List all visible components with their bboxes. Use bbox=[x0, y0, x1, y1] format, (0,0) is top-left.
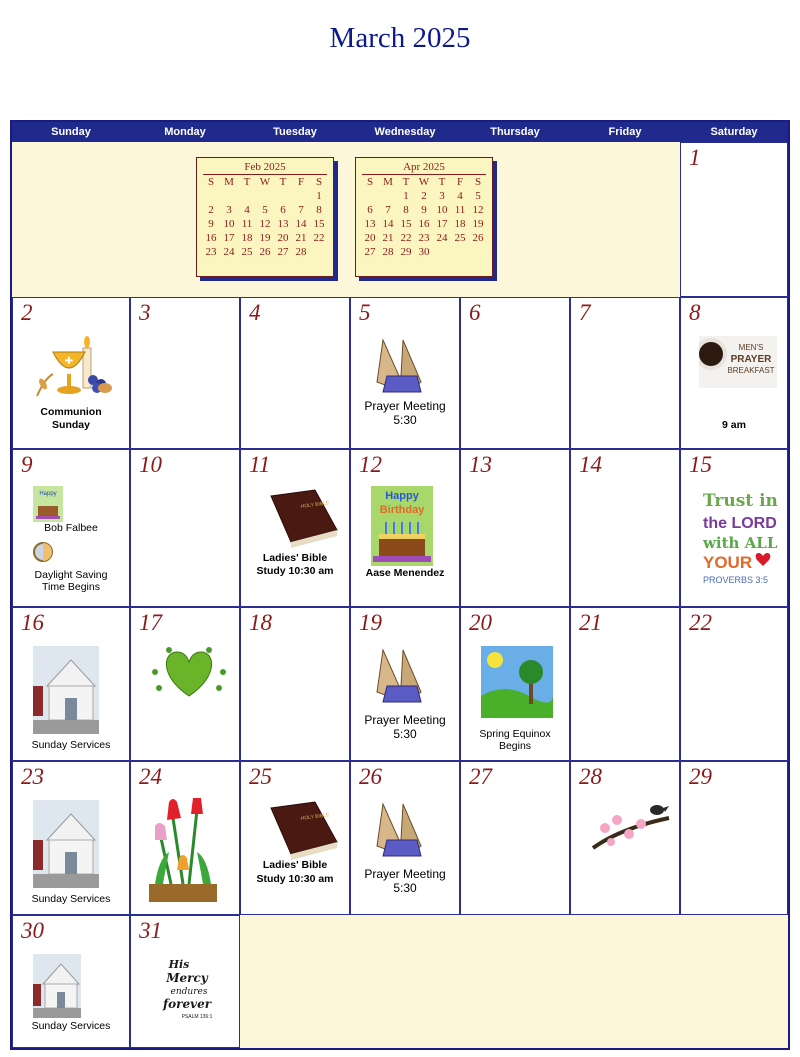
event-prayer-line2: 5:30 bbox=[393, 881, 417, 895]
day-number: 12 bbox=[359, 452, 382, 477]
day-number: 24 bbox=[139, 764, 162, 789]
mens-prayer-line2: PRAYER bbox=[730, 354, 772, 365]
bible-icon bbox=[261, 800, 339, 862]
weekday-sunday: Sunday bbox=[51, 126, 91, 138]
day-cell-22[interactable] bbox=[680, 607, 788, 761]
svg-text:✚: ✚ bbox=[64, 356, 74, 367]
event-birthday-bob: Bob Falbee bbox=[44, 522, 98, 534]
weekday-header bbox=[12, 122, 788, 142]
praying-hands-icon bbox=[373, 336, 425, 394]
day-cell-25[interactable] bbox=[240, 761, 350, 915]
day-number: 7 bbox=[579, 300, 591, 325]
event-birthday-aase: Aase Menendez bbox=[365, 567, 445, 579]
day-number: 30 bbox=[21, 918, 44, 943]
day-number: 19 bbox=[359, 610, 382, 635]
event-prayer-line1: Prayer Meeting bbox=[364, 867, 446, 881]
day-cell-23[interactable] bbox=[12, 761, 130, 915]
church-photo bbox=[33, 800, 99, 888]
birthday-cake-icon bbox=[33, 486, 63, 522]
birthday-happy-text: Happy bbox=[385, 490, 419, 502]
event-dst-line2: Time Begins bbox=[42, 581, 100, 593]
event-equinox-line1: Spring Equinox bbox=[479, 728, 551, 740]
psalm-line1: His bbox=[168, 958, 190, 971]
mens-prayer-line1: MEN'S bbox=[738, 343, 764, 352]
day-cell-30[interactable] bbox=[12, 915, 130, 1048]
verse-line4: YOUR bbox=[703, 553, 753, 572]
church-photo bbox=[33, 954, 81, 1018]
weekday-thursday: Thursday bbox=[490, 126, 540, 138]
bible-cover-text: HOLY BIBLE bbox=[300, 500, 330, 510]
psalm-reference: PSALM 136:1 bbox=[181, 1014, 213, 1020]
day-cell-18[interactable] bbox=[240, 607, 350, 761]
day-number: 4 bbox=[249, 300, 261, 325]
day-number: 2 bbox=[21, 300, 33, 325]
event-prayer-line1: Prayer Meeting bbox=[364, 713, 446, 727]
event-bible-line2: Study 10:30 am bbox=[256, 565, 334, 577]
tulips-image bbox=[149, 798, 217, 902]
event-prayer-line2: 5:30 bbox=[393, 727, 417, 741]
day-cell-31[interactable] bbox=[130, 915, 240, 1048]
event-communion-line2: Sunday bbox=[52, 419, 90, 431]
day-cell-9[interactable] bbox=[12, 449, 130, 607]
day-number: 22 bbox=[689, 610, 712, 635]
day-number: 13 bbox=[469, 452, 492, 477]
day-number: 25 bbox=[249, 764, 272, 789]
day-cell-26[interactable] bbox=[350, 761, 460, 915]
psalm-line2: Mercy bbox=[166, 971, 208, 985]
cherry-blossom-bird-image bbox=[591, 798, 671, 852]
day-cell-15[interactable] bbox=[680, 449, 788, 607]
weekday-wednesday: Wednesday bbox=[374, 126, 436, 138]
day-cell-16[interactable] bbox=[12, 607, 130, 761]
day-number: 1 bbox=[689, 145, 701, 170]
psalm-line3: endures bbox=[170, 987, 208, 997]
bible-cover-text: HOLY BIBLE bbox=[300, 812, 330, 822]
day-cell-1[interactable] bbox=[680, 142, 788, 297]
day-cell-17[interactable] bbox=[130, 607, 240, 761]
day-cell-7[interactable] bbox=[570, 297, 680, 449]
event-dst-line1: Daylight Saving bbox=[34, 569, 108, 581]
day-number: 6 bbox=[469, 300, 481, 325]
mens-prayer-line3: BREAKFAST bbox=[727, 366, 775, 375]
day-number: 9 bbox=[21, 452, 33, 477]
day-number: 11 bbox=[249, 452, 271, 477]
event-sunday-services: Sunday Services bbox=[31, 1020, 111, 1032]
psalm-line4: forever bbox=[162, 997, 212, 1011]
shamrock-heart-icon bbox=[149, 642, 229, 702]
day-cell-14[interactable] bbox=[570, 449, 680, 607]
verse-line3: with ALL bbox=[703, 534, 778, 552]
day-cell-5[interactable] bbox=[350, 297, 460, 449]
day-cell-27[interactable] bbox=[460, 761, 570, 915]
day-cell-8[interactable] bbox=[680, 297, 788, 449]
mini-calendar-title: Apr 2025 bbox=[362, 161, 486, 175]
day-number: 29 bbox=[689, 764, 712, 789]
mens-prayer-breakfast-image bbox=[699, 336, 777, 388]
mini-calendar-table: S M T W T F S 1 2 3 4 5 6 7 8 9 10 11 12 13 14 15 16 17 18 19 20 21 22 23 24 25 26 27 28 29 30 bbox=[364, 176, 484, 258]
day-cell-6[interactable] bbox=[460, 297, 570, 449]
mini-calendar-feb bbox=[196, 157, 334, 277]
page-title: March 2025 bbox=[329, 22, 471, 54]
day-number: 21 bbox=[579, 610, 602, 635]
event-communion-line1: Communion bbox=[40, 406, 102, 418]
day-cell-29[interactable] bbox=[680, 761, 788, 915]
event-sunday-services: Sunday Services bbox=[31, 893, 111, 905]
day-number: 20 bbox=[469, 610, 492, 635]
day-number: 18 bbox=[249, 610, 272, 635]
day-number: 27 bbox=[469, 764, 492, 789]
day-number: 31 bbox=[139, 918, 162, 943]
day-cell-21[interactable] bbox=[570, 607, 680, 761]
psalm-verse-image bbox=[149, 952, 225, 1028]
day-number: 5 bbox=[359, 300, 371, 325]
communion-icon bbox=[31, 334, 113, 400]
day-cell-20[interactable] bbox=[460, 607, 570, 761]
verse-line1: Trust in bbox=[703, 491, 778, 511]
verse-line2: the LORD bbox=[703, 515, 777, 532]
event-equinox-line2: Begins bbox=[498, 740, 532, 752]
day-cell-4[interactable] bbox=[240, 297, 350, 449]
day-number: 28 bbox=[579, 764, 602, 789]
weekday-tuesday: Tuesday bbox=[273, 126, 317, 138]
day-cell-3[interactable] bbox=[130, 297, 240, 449]
weekday-monday: Monday bbox=[164, 126, 206, 138]
day-cell-19[interactable] bbox=[350, 607, 460, 761]
calendar-grid bbox=[10, 120, 790, 1050]
day-number: 26 bbox=[359, 764, 382, 789]
day-number: 3 bbox=[139, 300, 151, 325]
happy-birthday-image bbox=[371, 486, 433, 566]
day-number: 17 bbox=[139, 610, 162, 635]
day-cell-24[interactable] bbox=[130, 761, 240, 915]
verse-reference: PROVERBS 3:5 bbox=[703, 575, 769, 585]
mini-calendar-table: S M T W T F S 1 2 3 4 5 6 7 8 9 10 11 12 13 14 15 16 17 18 19 20 21 22 23 24 25 26 27 28 bbox=[205, 176, 325, 258]
day-number: 16 bbox=[21, 610, 44, 635]
church-photo bbox=[33, 646, 99, 734]
day-cell-12[interactable] bbox=[350, 449, 460, 607]
proverbs-verse-image bbox=[701, 488, 781, 588]
event-mens-time: 9 am bbox=[722, 419, 746, 431]
event-bible-line1: Ladies' Bible bbox=[262, 859, 328, 871]
praying-hands-icon bbox=[373, 800, 425, 858]
event-bible-line2: Study 10:30 am bbox=[256, 873, 334, 885]
mini-calendar-title: Feb 2025 bbox=[203, 161, 327, 175]
day-number: 14 bbox=[579, 452, 602, 477]
spring-landscape-image bbox=[481, 646, 553, 718]
day-cell-28[interactable] bbox=[570, 761, 680, 915]
bible-icon bbox=[261, 488, 339, 550]
mini-calendar-apr bbox=[355, 157, 493, 277]
day-cell-2[interactable] bbox=[12, 297, 130, 449]
event-sunday-services: Sunday Services bbox=[31, 739, 111, 751]
weekday-saturday: Saturday bbox=[710, 126, 758, 138]
day-number: 23 bbox=[21, 764, 44, 789]
weekday-friday: Friday bbox=[608, 126, 642, 138]
day-number: 10 bbox=[139, 452, 162, 477]
clock-icon bbox=[33, 542, 53, 562]
event-bible-line1: Ladies' Bible bbox=[262, 552, 328, 564]
praying-hands-icon bbox=[373, 646, 425, 704]
day-cell-13[interactable] bbox=[460, 449, 570, 607]
birthday-birthday-text: Birthday bbox=[379, 504, 425, 516]
svg-text:Happy: Happy bbox=[39, 491, 57, 497]
event-prayer-line1: Prayer Meeting bbox=[364, 399, 446, 413]
day-number: 8 bbox=[689, 300, 701, 325]
event-prayer-line2: 5:30 bbox=[393, 413, 417, 427]
day-cell-11[interactable] bbox=[240, 449, 350, 607]
day-number: 15 bbox=[689, 452, 712, 477]
day-cell-10[interactable] bbox=[130, 449, 240, 607]
